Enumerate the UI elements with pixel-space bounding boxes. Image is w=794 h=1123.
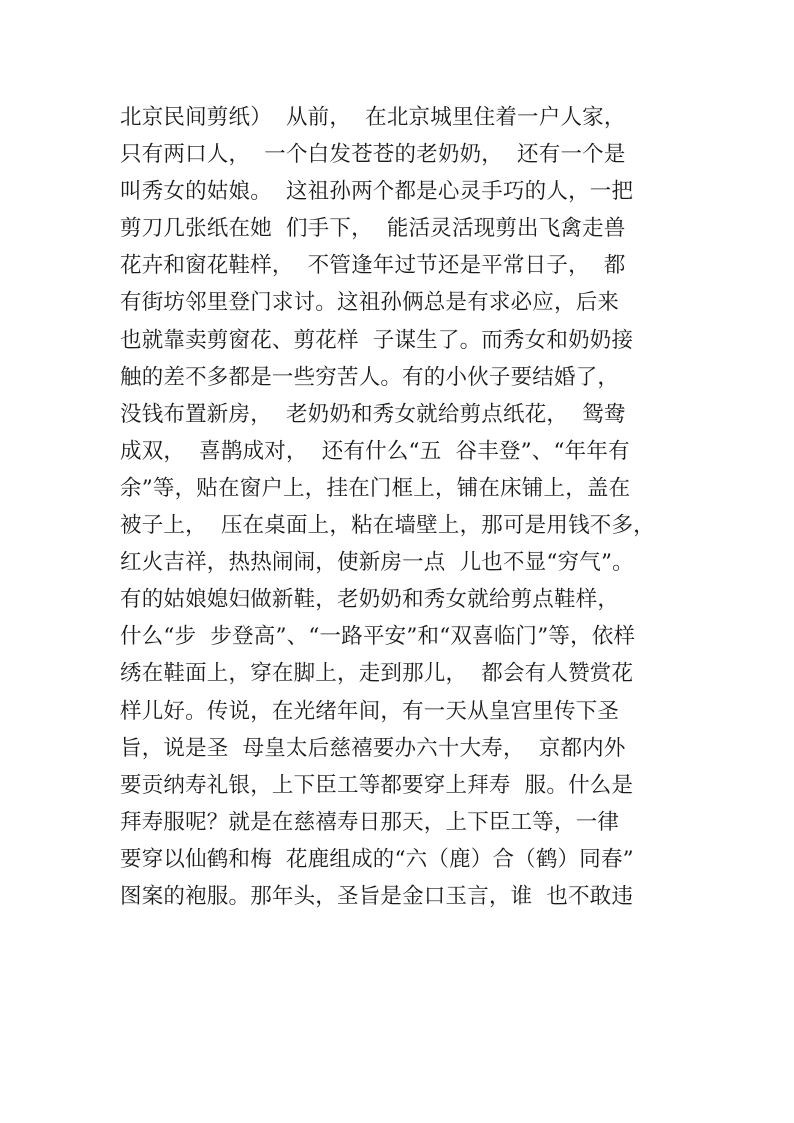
text-line: 触的差不多都是一些穷苦人。有的小伙子要结婚了， xyxy=(120,364,620,390)
body-text xyxy=(120,99,690,915)
text-line: 有的姑娘媳妇做新鞋，老奶奶和秀女就给剪点鞋样， xyxy=(120,587,620,613)
text-line: 成双， 喜鹊成对， 还有什么“五 谷丰登”、“年年有 xyxy=(120,438,630,464)
text-line: 图案的袍服。那年头，圣旨是金口玉言，谁 也不敢违 xyxy=(120,883,634,909)
text-line: 旨，说是圣 母皇太后慈禧要办六十大寿， 京都内外 xyxy=(120,735,626,761)
text-line: 花卉和窗花鞋样， 不管逢年过节还是平常日子， 都 xyxy=(120,253,626,279)
text-line: 什么“步 步登高”、“一路平安”和“双喜临门”等，依样 xyxy=(120,624,636,650)
text-line: 样儿好。传说，在光绪年间，有一天从皇宫里传下圣 xyxy=(120,698,620,724)
text-line: 剪刀几张纸在她 们手下， 能活灵活现剪出飞禽走兽 xyxy=(120,216,626,242)
text-line: 被子上， 压在桌面上，粘在墙壁上，那可是用钱不多， xyxy=(120,513,655,539)
text-line: 叫秀女的姑娘。 这祖孙两个都是心灵手巧的人，一把 xyxy=(120,179,634,205)
text-line: 红火吉祥，热热闹闹，使新房一点 儿也不显“穷气”。 xyxy=(120,550,634,576)
text-line: 北京民间剪纸） 从前， 在北京城里住着一户人家， xyxy=(120,105,626,130)
text-line: 绣在鞋面上，穿在脚上，走到那儿， 都会有人赞赏花 xyxy=(120,661,634,687)
text-line: 只有两口人， 一个白发苍苍的老奶奶， 还有一个是 xyxy=(120,142,626,168)
text-line: 要穿以仙鹤和梅 花鹿组成的“六（鹿）合（鹤）同春” xyxy=(120,846,634,872)
text-line: 要贡纳寿礼银，上下臣工等都要穿上拜寿 服。什么是 xyxy=(120,772,634,798)
text-line: 余”等，贴在窗户上，挂在门框上，铺在床铺上，盖在 xyxy=(120,475,631,501)
text-line: 拜寿服呢？就是在慈禧寿日那天，上下臣工等，一律 xyxy=(120,809,620,835)
text-line: 没钱布置新房， 老奶奶和秀女就给剪点纸花， 鸳鸯 xyxy=(120,401,626,427)
text-line: 有街坊邻里登门求讨。这祖孙俩总是有求必应，后来 xyxy=(120,290,620,316)
text-line: 也就靠卖剪窗花、剪花样 子谋生了。而秀女和奶奶接 xyxy=(120,327,634,353)
